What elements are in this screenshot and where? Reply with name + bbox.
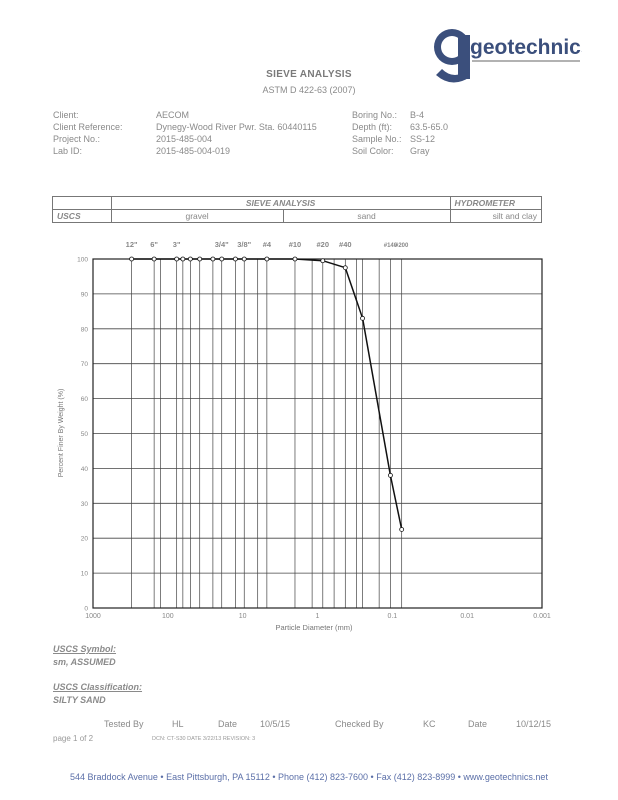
checked-by-value: KC [423, 719, 436, 729]
sieve-label: #20 [316, 240, 330, 249]
y-tick-label: 30 [80, 500, 88, 508]
data-point [188, 257, 192, 261]
client-label: Client: [53, 110, 79, 120]
y-tick-label: 70 [80, 361, 88, 369]
chart-grid [93, 259, 542, 608]
x-tick-label: 0.1 [387, 613, 398, 620]
project-no-value: 2015-485-004 [156, 134, 213, 144]
uscs-classification-heading: USCS Classification: [53, 682, 143, 692]
y-tick-label: 0 [84, 605, 88, 613]
x-tick-label: 1000 [85, 613, 101, 620]
data-point [388, 473, 392, 477]
y-tick-label: 80 [80, 326, 88, 334]
sample-no-value: SS-12 [410, 134, 436, 144]
data-point [198, 257, 202, 261]
logo-wordmark: geotechnics [470, 36, 582, 59]
sieve-label: 12" [125, 240, 138, 249]
uscs-cell: USCS [53, 210, 112, 223]
data-point [175, 257, 179, 261]
y-tick-label: 50 [80, 431, 88, 438]
y-tick-label: 60 [80, 396, 88, 404]
sieve-label: #140 [383, 243, 398, 249]
check-date-value: 10/12/15 [516, 719, 552, 729]
boring-no-label: Boring No.: [352, 110, 398, 120]
sieve-analysis-header: SIEVE ANALYSIS [111, 197, 450, 210]
data-point [293, 257, 297, 261]
data-point [361, 316, 365, 320]
y-tick-label: 100 [77, 256, 88, 264]
sieve-label: #40 [339, 240, 352, 249]
data-point [181, 257, 185, 261]
depth-label: Depth (ft): [352, 122, 393, 132]
x-tick-label: 100 [161, 613, 174, 620]
x-tick-label: 1 [315, 613, 320, 620]
y-tick-label: 10 [80, 570, 88, 578]
data-point [343, 266, 347, 270]
test-date-value: 10/5/15 [260, 719, 291, 729]
uscs-symbol-heading: USCS Symbol: [53, 644, 117, 654]
page-number: page 1 of 2 [53, 734, 94, 743]
report-title: SIEVE ANALYSIS [266, 69, 352, 80]
y-tick-label: 20 [80, 535, 88, 543]
lab-id-value: 2015-485-004-019 [156, 146, 231, 156]
sieve-label: 3/4" [214, 240, 229, 249]
report-standard: ASTM D 422-63 (2007) [262, 85, 356, 95]
x-tick-label: 0.01 [460, 613, 474, 620]
data-point [400, 527, 404, 531]
soil-color-value: Gray [410, 146, 430, 156]
soil-color-label: Soil Color: [352, 146, 394, 156]
data-point [265, 257, 269, 261]
data-point [220, 257, 224, 261]
data-point [321, 259, 325, 263]
client-reference-value: Dynegy-Wood River Pwr. Sta. 60440115 [156, 122, 317, 132]
data-point [152, 257, 156, 261]
document-number: DCN: CT-S30 DATE 3/22/13 REVISION: 3 [152, 736, 256, 742]
x-tick-label: 10 [238, 613, 247, 620]
sieve-label: #4 [262, 240, 272, 249]
depth-value: 63.5-65.0 [410, 122, 449, 132]
tested-by-label: Tested By [104, 719, 144, 729]
checked-by-label: Checked By [335, 719, 384, 729]
chart-axes [77, 257, 551, 621]
lab-id-label: Lab ID: [53, 146, 83, 156]
y-tick-label: 40 [80, 465, 88, 473]
sieve-label: 3" [172, 240, 181, 249]
client-value: AECOM [156, 110, 190, 120]
gravel-cell: gravel [111, 210, 283, 223]
check-date-label: Date [468, 719, 488, 729]
data-point [211, 257, 215, 261]
sieve-labels [126, 240, 409, 249]
silt-clay-cell: silt and clay [450, 210, 541, 223]
company-footer: 544 Braddock Avenue • East Pittsburgh, PA 15112 • Phone (412) 823-7600 • Fax (412) 823-8999 • www.geotechnics.net [70, 772, 548, 782]
x-tick-label: 0.001 [533, 613, 551, 620]
boring-no-value: B-4 [410, 110, 425, 120]
project-no-label: Project No.: [53, 134, 101, 144]
test-date-label: Date [218, 719, 238, 729]
sieve-label: #200 [395, 243, 409, 249]
tested-by-value: HL [172, 719, 184, 729]
sieve-label: #10 [288, 240, 302, 249]
data-point [130, 257, 134, 261]
y-axis-label: Percent Finer By Weight (%) [58, 388, 65, 478]
data-point [233, 257, 237, 261]
sieve-label: 3/8" [237, 240, 252, 249]
hydrometer-header: HYDROMETER [450, 197, 541, 210]
uscs-classification-value: SILTY SAND [53, 695, 106, 705]
x-axis-label: Particle Diameter (mm) [275, 623, 353, 632]
sample-no-label: Sample No.: [352, 134, 402, 144]
data-point [242, 257, 246, 261]
uscs-symbol-value: sm, ASSUMED [53, 657, 116, 667]
sand-cell: sand [283, 210, 450, 223]
y-tick-label: 90 [80, 291, 88, 299]
sieve-label: 6" [150, 240, 159, 249]
client-reference-label: Client Reference: [53, 122, 123, 132]
